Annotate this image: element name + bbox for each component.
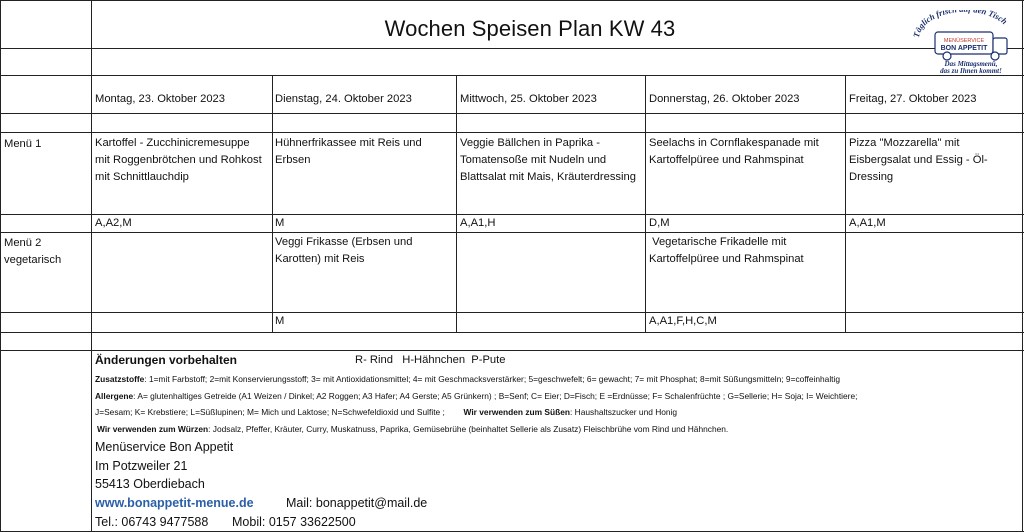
menu2-label-vegetarian: vegetarisch [4, 254, 62, 266]
menu2-dish-tuesday: Veggi Frikasse (Erbsen und Karotten) mit Reis [275, 236, 413, 265]
allergens-legend-text: : A= glutenhaltiges Getreide (A1 Weizen / Dinkel; A2 Roggen; A3 Hafer; A4 Gerste; A5 Grünkern) ; B=Senf; C= Eier; D=Fisch; E =Erdnüsse; F= Schalenfrüchte ; G=Sellerie; H= Soja; I= Weichtiere; [133, 391, 858, 401]
menu2-label: Menü 2 [4, 237, 42, 249]
menu1-dish-tuesday: Hühnerfrikassee mit Reis und Erbsen [275, 137, 422, 166]
day-header-wednesday: Mittwoch, 25. Oktober 2023 [460, 93, 597, 105]
additives-label: Zusatzstoffe [95, 374, 145, 384]
logo-slogan-2: das zu Ihnen kommt! [940, 67, 1002, 74]
company-street: Im Potzweiler 21 [95, 459, 188, 473]
logo-slogan-1: Das Mittagsmenü, [944, 60, 998, 68]
grid-line [0, 350, 1024, 351]
allergens-line-2 [95, 405, 677, 419]
bon-appetit-logo [905, 10, 1021, 74]
logo-brand: BON APPETIT [940, 45, 988, 52]
company-phone: Tel.: 06743 9477588 [95, 515, 209, 529]
day-header-thursday: Donnerstag, 26. Oktober 2023 [649, 93, 800, 105]
menu2-dish-thursday: Vegetarische Frikadelle mit Kartoffelpüree und Rahmspinat [649, 236, 804, 265]
day-header-monday: Montag, 23. Oktober 2023 [95, 93, 225, 105]
additives-line [95, 372, 840, 386]
company-mobile: Mobil: 0157 33622500 [232, 515, 356, 529]
grid-line [91, 0, 92, 532]
website-link[interactable]: www.bonappetit-menue.de [95, 496, 254, 510]
menu1-allergens-wednesday: A,A1,H [460, 217, 496, 229]
grid-line [456, 75, 457, 332]
grid-line [0, 0, 1024, 1]
grid-line [0, 0, 1, 532]
grid-line [0, 312, 1024, 313]
grid-line [0, 232, 1024, 233]
company-mail: Mail: bonappetit@mail.de [286, 496, 428, 510]
seasoning-text: : Jodsalz, Pfeffer, Kräuter, Curry, Muskatnuss, Paprika, Gemüsebrühe (beinhaltet Sellerie als Zusatz) Fleischbrühe vom Rind und Hähnchen. [208, 424, 729, 434]
grid-line [845, 75, 846, 332]
allergens-legend-label: Allergene [95, 391, 134, 401]
menu1-dish-wednesday: Veggie Bällchen in Paprika - Tomatensoße mit Nudeln und Blattsalat mit Mais, Kräuterdressing [460, 137, 636, 183]
menu1-dish-thursday: Seelachs in Cornflakespanade mit Kartoffelpüree und Rahmspinat [649, 137, 819, 166]
seasoning-line [97, 422, 728, 436]
logo-arc-text: Täglich frisc en Tisch [910, 10, 1010, 39]
allergens-legend-text-2: J=Sesam; K= Krebstiere; L=Süßlupinen; M= Mich und Laktose; N=Schwefeldioxid und Sulfite ; [95, 407, 445, 417]
logo-brand-top: MENÜSERVICE [943, 38, 985, 44]
changes-reserved-note: Änderungen vorbehalten [95, 353, 238, 367]
grid-line [0, 113, 1024, 114]
menu1-label: Menü 1 [4, 138, 42, 150]
grid-line [0, 48, 1024, 49]
company-name: Menüservice Bon Appetit [95, 440, 234, 454]
menu1-allergens-friday: A,A1,M [849, 217, 886, 229]
menu1-allergens-thursday: D,M [649, 217, 670, 229]
sweeten-text: : Haushaltszucker und Honig [570, 407, 678, 417]
meat-legend: R- Rind H-Hähnchen P-Pute [355, 354, 506, 366]
company-city: 55413 Oberdiebach [95, 477, 205, 491]
menu1-dish-monday: Kartoffel - Zucchinicremesuppe mit Roggenbrötchen und Rohkost mit Schnittlauchdip [95, 137, 262, 183]
menu1-dish-friday: Pizza "Mozzarella" mit Eisbergsalat und Essig - Öl-Dressing [849, 137, 988, 183]
grid-line [0, 75, 1024, 76]
allergens-line [95, 389, 857, 403]
day-header-friday: Freitag, 27. Oktober 2023 [849, 93, 977, 105]
menu2-allergens-tuesday: M [275, 315, 285, 327]
seasoning-label: Wir verwenden zum Würzen [97, 424, 209, 434]
grid-line [0, 332, 1024, 333]
sweeten-label: Wir verwenden zum Süßen [463, 407, 571, 417]
grid-line [1022, 0, 1023, 532]
menu2-allergens-thursday: A,A1,F,H,C,M [649, 315, 717, 327]
page-title: Wochen Speisen Plan KW 43 [384, 16, 676, 41]
menu1-allergens-monday: A,A2,M [95, 217, 132, 229]
additives-text: : 1=mit Farbstoff; 2=mit Konservierungsstoff; 3= mit Antioxidationsmittel; 4= mit Geschmacksverstärker; 5=geschwefelt; 6= gewacht; 7= mit Phosphat; 8=mit Süßungsmitteln; 9=coffeinhaltig [144, 374, 841, 384]
day-header-tuesday: Dienstag, 24. Oktober 2023 [275, 93, 412, 105]
grid-line [0, 132, 1024, 133]
grid-line [272, 75, 273, 332]
grid-line [645, 75, 646, 332]
menu1-allergens-tuesday: M [275, 217, 285, 229]
